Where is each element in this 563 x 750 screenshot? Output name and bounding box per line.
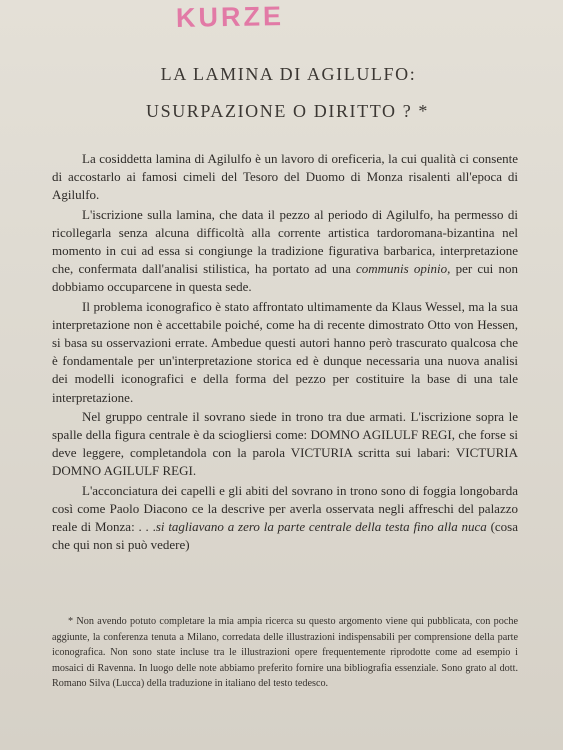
italic-phrase: si tagliavano a zero la parte centrale della testa fino alla nuca xyxy=(155,519,487,535)
paragraph-text: L'acconciatura dei capelli e gli abiti del sovrano in trono sono di foggia longobarda così come Paolo Diacono ce la descrive per averla osservata negli affreschi del palazzo reale di Monza: . . . xyxy=(52,482,518,535)
paragraph-text: (cosa che qui non si può vedere) xyxy=(52,519,518,553)
paragraph-text: Il problema iconografico è stato affrontato ultimamente da Klaus Wessel, ma la sua interpretazione non è accettabile poiché, come ha di recente dimostrato Otto von Hessen, si basa su osservazioni errate. Ambedue questi autori hanno però trascurato qualcosa che è fondamentale per un'interpretazione storica ed è dunque necessaria una nuova analisi dei modelli iconografici e della forma del pezzo per costituire la base di una tale interpretazione. xyxy=(52,298,518,405)
body-text xyxy=(52,150,518,554)
body-paragraph xyxy=(52,482,518,555)
footnote xyxy=(52,614,518,692)
page-title-line-2: USURPAZIONE O DIRITTO ? * xyxy=(146,101,429,121)
body-paragraph xyxy=(52,206,518,297)
body-paragraph xyxy=(52,298,518,407)
body-paragraph xyxy=(52,150,518,205)
paragraph-text: , per cui non dobbiamo occuparcene in questa sede. xyxy=(52,261,518,295)
footnote-text: * Non avendo potuto completare la mia ampia ricerca su questo argomento viene qui pubblicata, con poche aggiunte, la conferenza tenuta a Milano, corredata delle illustrazioni indispensabili per comprensione della parte iconografica. Non sono state incluse tra le illustrazioni opere frequentemente riprodotte come ad esempio i mosaici di Ravenna. In luogo delle note abbiamo preferito fornire una bibliografia essenziale. Sono grato al dott. Romano Silva (Lucca) della traduzione in italiano del testo tedesco. xyxy=(52,616,518,689)
page-title-line-1: LA LAMINA DI AGILULFO: xyxy=(160,64,417,84)
body-paragraph xyxy=(52,408,518,481)
handwritten-stamp: KURZE xyxy=(175,1,285,33)
paragraph-text: La cosiddetta lamina di Agilulfo è un lavoro di oreficeria, la cui qualità ci consente di accostarlo ai famosi cimeli del Tesoro del Duomo di Monza risalenti all'epoca di Agilulfo. xyxy=(52,151,518,203)
paragraph-text: L'iscrizione sulla lamina, che data il pezzo al periodo di Agilulfo, ha permesso di ricollegarla senza alcuna difficoltà alla corrente artistica tardoromana-bizantina nel momento in cui ad essa si congiunge la tradizione figurativa barbarica, interpretazione che, confermata dall'analisi stilistica, ha portato ad una xyxy=(52,206,518,277)
paragraph-text: Nel gruppo centrale il sovrano siede in trono tra due armati. L'iscrizione sopra le spalle della figura centrale è da sciogliersi come: DOMNO AGILULF REGI, che forse si deve leggere, completandola con la parola VICTURIA scritta sui labari: VICTURIA DOMNO AGILULF REGI. xyxy=(52,408,518,479)
italic-phrase: communis opinio xyxy=(355,261,448,277)
